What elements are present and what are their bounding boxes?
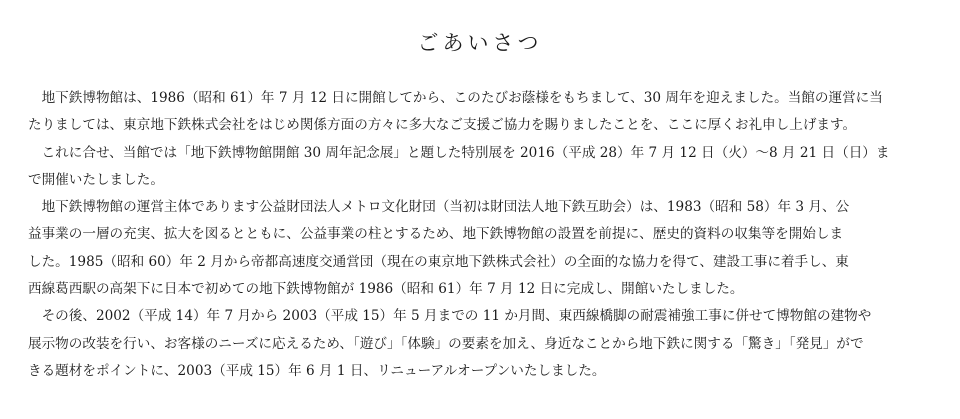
paragraph-history — [28, 194, 934, 303]
paragraph-renewal — [28, 303, 934, 385]
paragraph-opening — [28, 85, 934, 140]
paragraph-line: した。1985（昭和 60）年 2 月から帝都高速度交通営団（現在の東京地下鉄株式会社）の全面的な協力を得て、建設工事に着手し、東 — [28, 253, 849, 270]
page-title: ごあいさつ — [417, 31, 543, 55]
paragraph-line: その後、2002（平成 14）年 7 月から 2003（平成 15）年 5 月までの 11 か月間、東西線橋脚の耐震補強工事に併せて博物館の建物や — [41, 308, 872, 325]
paragraph-line: 地下鉄博物館の運営主体であります公益財団法人メトロ文化財団（当初は財団法人地下鉄互助会）は、1983（昭和 58）年 3 月、公 — [41, 199, 850, 216]
paragraph-line: 西線葛西駅の高架下に日本で初めての地下鉄博物館が 1986（昭和 61）年 7 月 12 日に完成し、開館いたしました。 — [28, 281, 744, 298]
paragraph-line: たりましては、東京地下鉄株式会社をはじめ関係方面の方々に多大なご支援ご協力を賜りましたことを、ここに厚くお礼申し上げます。 — [28, 117, 857, 134]
greeting-body — [28, 85, 934, 385]
paragraph-line: 益事業の一層の充実、拡大を図るとともに、公益事業の柱とするため、地下鉄博物館の設置を前提に、歴史的資料の収集等を開始しま — [28, 226, 844, 243]
paragraph-line: 地下鉄博物館は、1986（昭和 61）年 7 月 12 日に開館してから、このたびお蔭様をもちまして、30 周年を迎えました。当館の運営に当 — [41, 90, 883, 106]
paragraph-line: きる題材をポイントに、2003（平成 15）年 6 月 1 日、リニューアルオープンいたしました。 — [28, 362, 606, 379]
paragraph-line: これに合せ、当館では「地下鉄博物館開館 30 周年記念展」と題した特別展を 2016（平成 28）年 7 月 12 日（火）～8 月 21 日（日）ま — [41, 144, 890, 161]
paragraph-special-exhibition — [28, 140, 934, 195]
paragraph-line: 展示物の改装を行い、お客様のニーズに応えるため、「遊び」「体験」の要素を加え、身近なことから地下鉄に関する「驚き」「発見」がで — [28, 335, 864, 352]
paragraph-line: で開催いたしました。 — [28, 171, 164, 188]
